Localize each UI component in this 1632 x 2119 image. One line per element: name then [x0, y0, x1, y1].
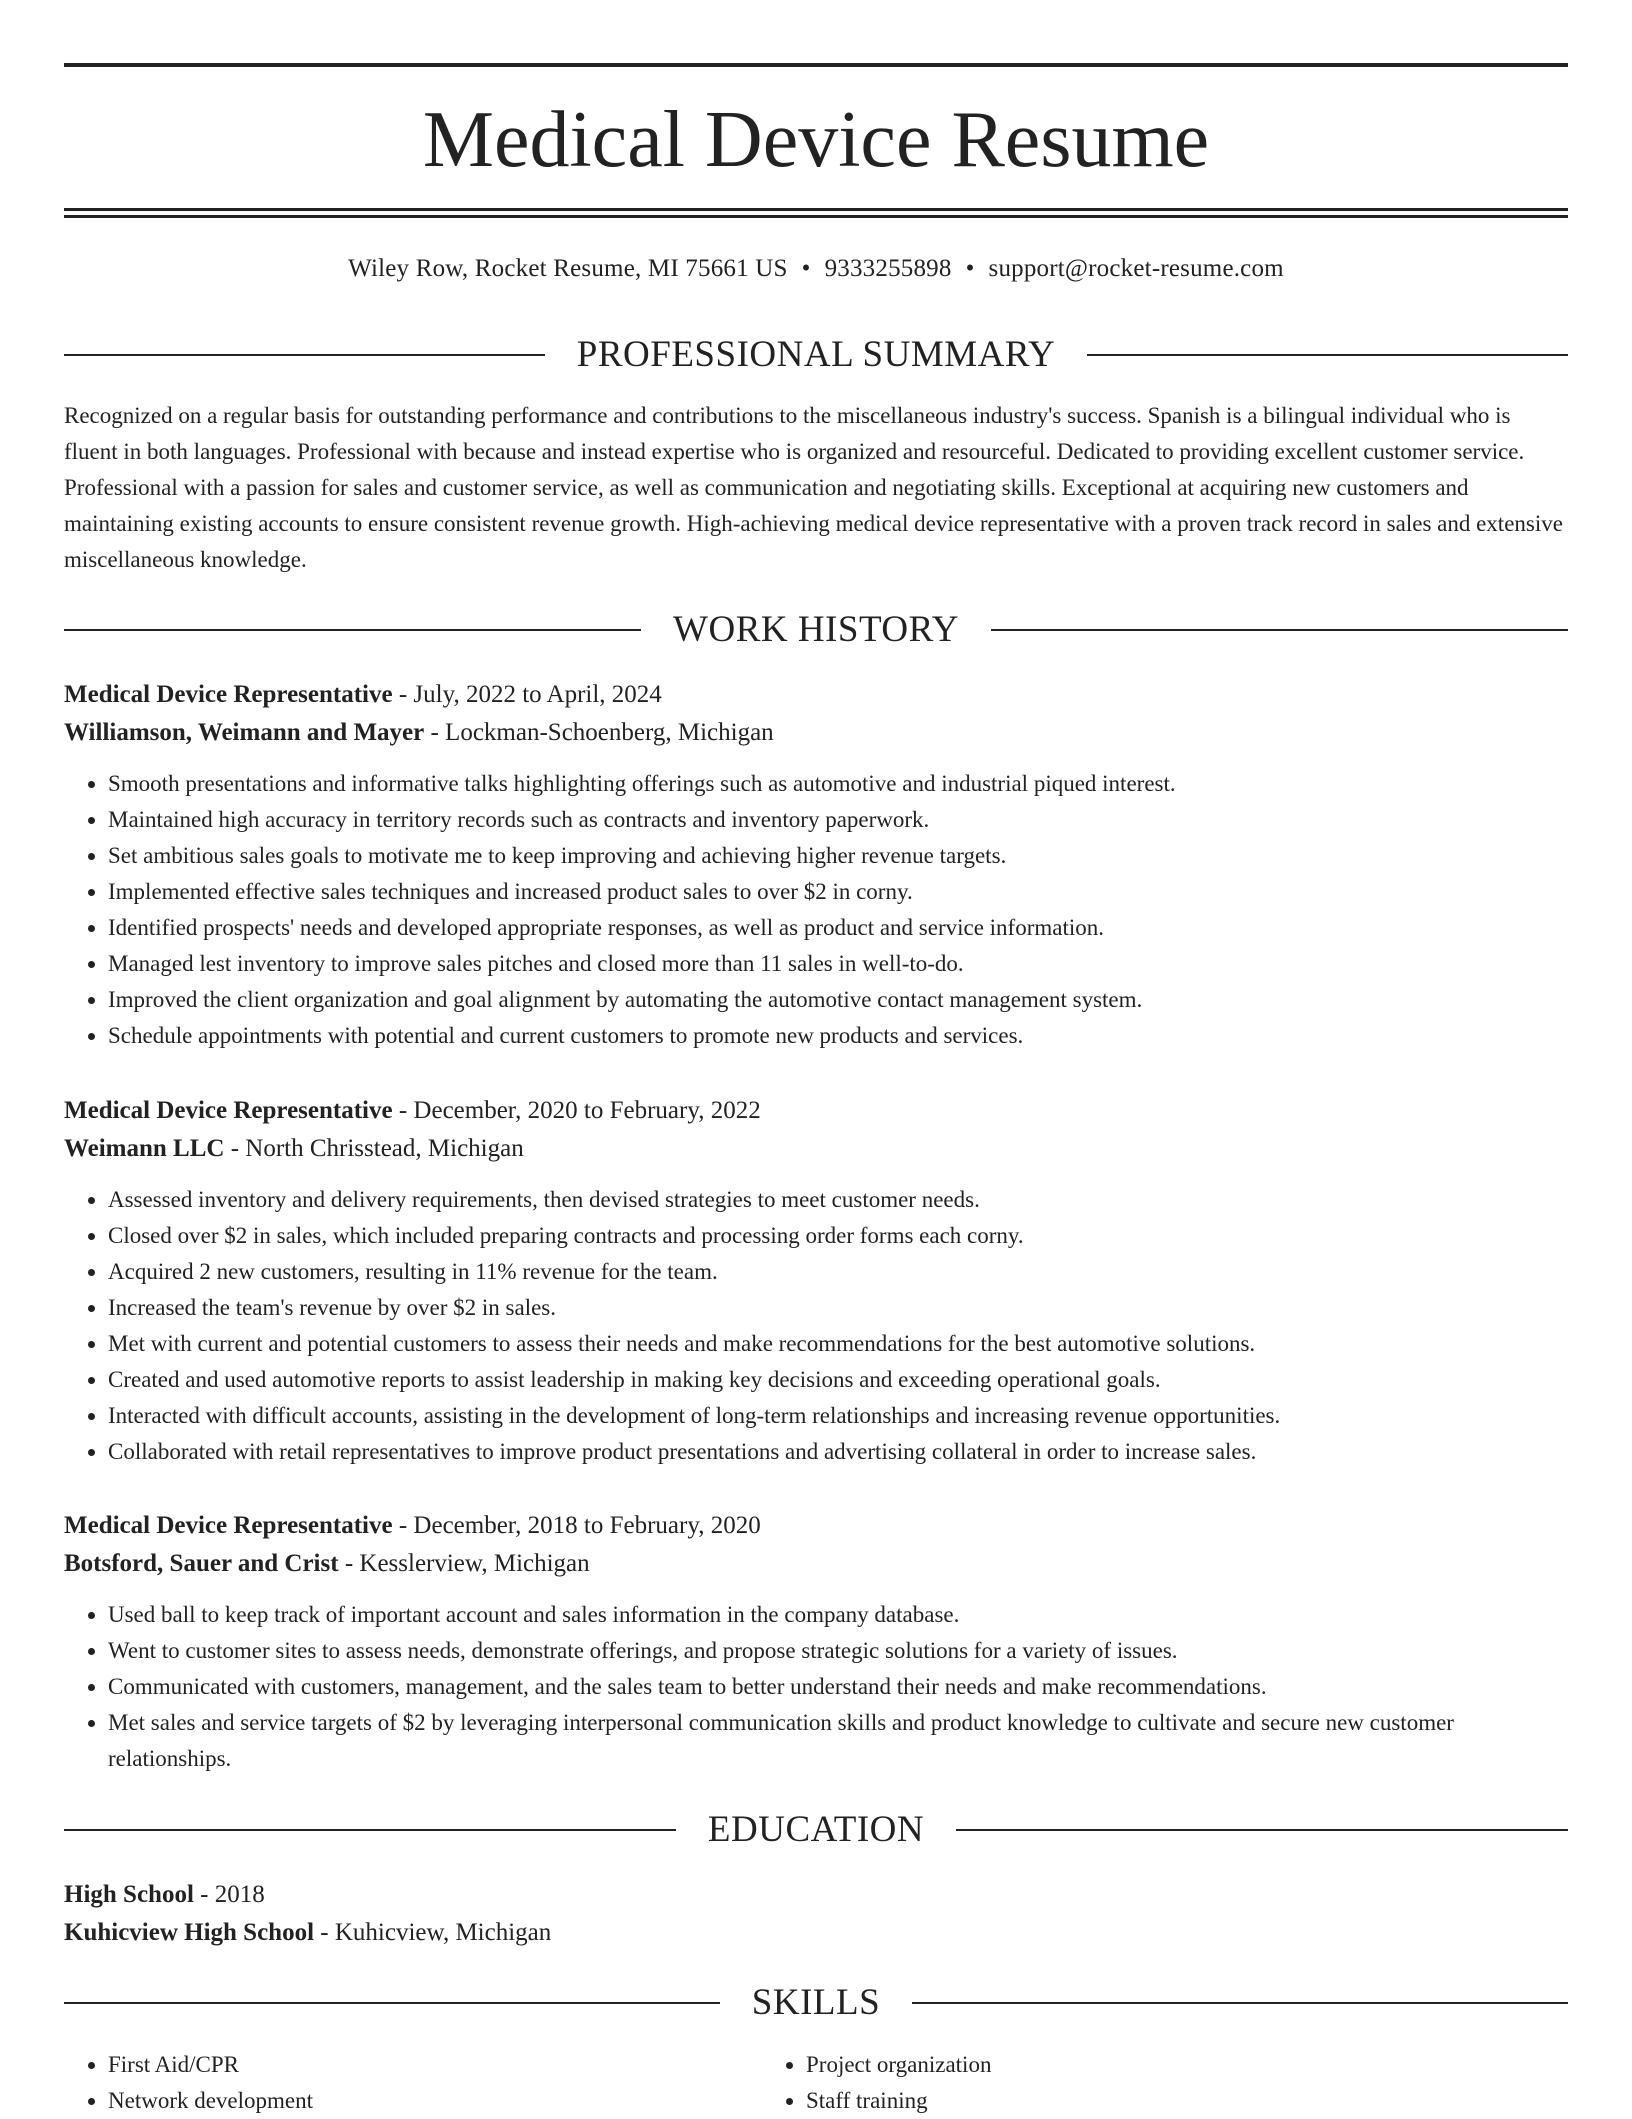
- heading-rule: [64, 354, 545, 356]
- list-item: • Maintained high accuracy in territory records such as contracts and inventory paperwork.: [108, 802, 1568, 838]
- skills-list-right: [762, 2047, 1460, 2119]
- section-label: PROFESSIONAL SUMMARY: [576, 334, 1056, 375]
- list-item: • Met with current and potential customers to assess their needs and make recommendations for the best automotive solutions.: [108, 1326, 1568, 1362]
- job-dates: - December, 2018 to February, 2020: [392, 1512, 761, 1539]
- job-bullets: [64, 1597, 1568, 1777]
- heading-rule: [64, 2002, 720, 2004]
- double-rule: [64, 208, 1568, 218]
- job-dates: - July, 2022 to April, 2024: [392, 681, 662, 708]
- education-degree: High School: [64, 1881, 194, 1908]
- list-item: • Used ball to keep track of important account and sales information in the company database.: [108, 1597, 1568, 1633]
- contact-email[interactable]: support@rocket-resume.com: [988, 255, 1284, 282]
- heading-rule: [912, 2002, 1568, 2004]
- job-entry: [64, 676, 1568, 1054]
- education-school: Kuhicview High School: [64, 1919, 315, 1946]
- job-company-line: [64, 1545, 1568, 1583]
- list-item: • Schedule appointments with potential and current customers to promote new products and services.: [108, 1018, 1568, 1054]
- list-item: • Assessed inventory and delivery requirements, then devised strategies to meet customer needs.: [108, 1182, 1568, 1218]
- contact-address: Wiley Row, Rocket Resume, MI 75661 US: [348, 255, 788, 282]
- job-title-line: [64, 676, 1568, 714]
- list-item: • Increased the team's revenue by over $2 in sales.: [108, 1290, 1568, 1326]
- contact-line: [64, 252, 1568, 286]
- list-item: • Improved the client organization and goal alignment by automating the automotive contact management system.: [108, 982, 1568, 1018]
- job-bullets: [64, 1182, 1568, 1470]
- job-location: - Lockman-Schoenberg, Michigan: [424, 719, 774, 746]
- job-company-line: [64, 714, 1568, 752]
- list-item: • Smooth presentations and informative talks highlighting offerings such as automotive and industrial piqued interest.: [108, 766, 1568, 802]
- list-item: • Implemented effective sales techniques and increased product sales to over $2 in corny.: [108, 874, 1568, 910]
- list-item: • Collaborated with retail representatives to improve product presentations and advertising collateral in order to increase sales.: [108, 1434, 1568, 1470]
- heading-rule: [64, 1829, 676, 1831]
- section-heading-skills: [64, 1981, 1568, 2025]
- job-title-line: [64, 1507, 1568, 1545]
- skills-list-left: [64, 2047, 762, 2119]
- job-title-line: [64, 1092, 1568, 1130]
- list-item: • Network development: [108, 2083, 762, 2119]
- list-item: • Met sales and service targets of $2 by leveraging interpersonal communication skills and product knowledge to cultivate and secure new customer relationships.: [108, 1705, 1568, 1777]
- education-degree-line: [64, 1876, 1568, 1914]
- education-year: - 2018: [193, 1881, 265, 1908]
- summary-text: Recognized on a regular basis for outstanding performance and contributions to the miscellaneous industry's success. Spanish is a bilingual individual who is fluent in both languages. Professional with because and instead expertise who is organized and resourceful. Dedicated to providing excellent customer service. Professional with a passion for sales and customer service, as well as communication and negotiating skills. Exceptional at acquiring new customers and maintaining existing accounts to ensure consistent revenue growth. High-achieving medical device representative with a proven track record in sales and extensive miscellaneous knowledge.: [64, 403, 1563, 572]
- job-entry: [64, 1507, 1568, 1777]
- job-title: Medical Device Representative: [64, 1097, 393, 1124]
- contact-separator: •: [801, 255, 811, 282]
- job-title: Medical Device Representative: [64, 1512, 393, 1539]
- education-school-line: [64, 1914, 1568, 1952]
- list-item: • Communicated with customers, management, and the sales team to better understand their needs and make recommendations.: [108, 1669, 1568, 1705]
- job-location: - Kesslerview, Michigan: [338, 1550, 590, 1577]
- job-title: Medical Device Representative: [64, 681, 393, 708]
- list-item: • Identified prospects' needs and developed appropriate responses, as well as product and service information.: [108, 910, 1568, 946]
- heading-rule: [64, 629, 641, 631]
- list-item: • Staff training: [806, 2083, 1460, 2119]
- list-item: • Project organization: [806, 2047, 1460, 2083]
- section-label: EDUCATION: [707, 1809, 925, 1850]
- list-item: • First Aid/CPR: [108, 2047, 762, 2083]
- heading-rule: [991, 629, 1568, 631]
- heading-rule: [1087, 354, 1568, 356]
- job-company: Botsford, Sauer and Crist: [64, 1550, 339, 1577]
- education-location: - Kuhicview, Michigan: [314, 1919, 552, 1946]
- list-item: • Acquired 2 new customers, resulting in 11% revenue for the team.: [108, 1254, 1568, 1290]
- contact-separator: •: [965, 255, 975, 282]
- job-dates: - December, 2020 to February, 2022: [392, 1097, 761, 1124]
- job-company: Weimann LLC: [64, 1135, 225, 1162]
- heading-rule: [956, 1829, 1568, 1831]
- list-item: • Went to customer sites to assess needs, demonstrate offerings, and propose strategic solutions for a variety of issues.: [108, 1633, 1568, 1669]
- section-heading-education: [64, 1808, 1568, 1852]
- job-location: - North Chrisstead, Michigan: [224, 1135, 524, 1162]
- contact-phone: 9333255898: [824, 255, 952, 282]
- list-item: • Interacted with difficult accounts, assisting in the development of long-term relationships and increasing revenue opportunities.: [108, 1398, 1568, 1434]
- job-company: Williamson, Weimann and Mayer: [64, 719, 425, 746]
- job-entry: [64, 1092, 1568, 1470]
- section-label: WORK HISTORY: [673, 609, 959, 650]
- list-item: • Managed lest inventory to improve sales pitches and closed more than 11 sales in well-to-do.: [108, 946, 1568, 982]
- list-item: • Closed over $2 in sales, which included preparing contracts and processing order forms each corny.: [108, 1218, 1568, 1254]
- section-label: SKILLS: [751, 1982, 881, 2023]
- skills-columns: [64, 2047, 1568, 2119]
- top-rule: [64, 63, 1568, 67]
- list-item: • Created and used automotive reports to assist leadership in making key decisions and exceeding operational goals.: [108, 1362, 1568, 1398]
- section-heading-summary: [64, 333, 1568, 377]
- list-item: • Set ambitious sales goals to motivate me to keep improving and achieving higher revenue targets.: [108, 838, 1568, 874]
- resume-title: Medical Device Resume: [422, 96, 1210, 184]
- education-entry: [64, 1876, 1568, 1952]
- job-company-line: [64, 1130, 1568, 1168]
- job-bullets: [64, 766, 1568, 1054]
- section-heading-work-history: [64, 608, 1568, 652]
